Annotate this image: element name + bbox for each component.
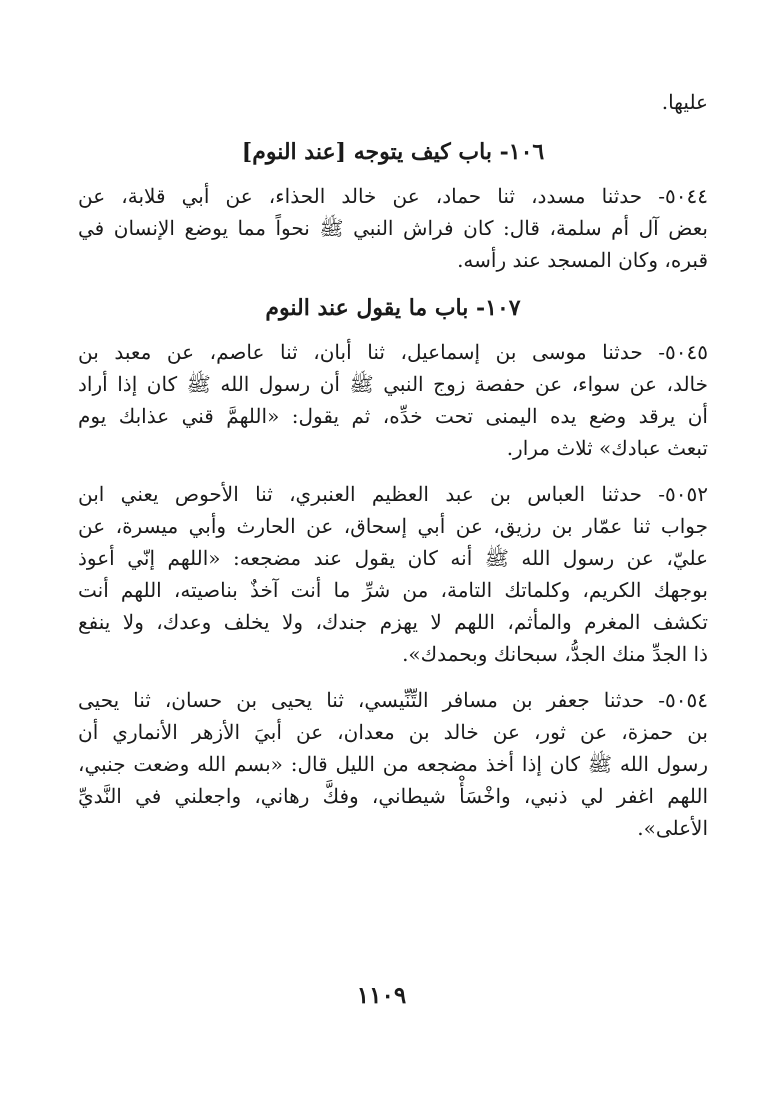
hadith-line: ٥٠٥٤- حدثنا جعفر بن مسافر التِّنِّيسي، ثنا يحيى بن حسان، ثنا يحيى: [78, 688, 708, 712]
hadith-line: الأعلى».: [637, 816, 708, 840]
chapter-heading-107: ١٠٧- باب ما يقول عند النوم: [265, 295, 521, 321]
hadith-line: ٥٠٥٢- حدثنا العباس بن عبد العظيم العنبري، ثنا الأحوص يعني ابن: [78, 482, 708, 506]
hadith-line: بوجهك الكريم، وكلماتك التامة، من شرِّ ما أنت آخذٌ بناصيته، اللهم أنت: [78, 578, 708, 602]
hadith-5045: [78, 336, 708, 464]
hadith-line: جواب ثنا عمّار بن رزيق، عن أبي إسحاق، عن الحارث وأبي ميسرة، عن: [78, 514, 708, 538]
page-number: ١١٠٩: [356, 982, 407, 1009]
continuation-line: عليها.: [661, 90, 708, 114]
hadith-line: قبره، وكان المسجد عند رأسه.: [457, 248, 708, 272]
hadith-line: بن حمزة، عن ثور، عن خالد بن معدان، عن أبيَ الأزهر الأنماري أن: [78, 720, 708, 744]
hadith-line: عليّ، عن رسول الله ﷺ أنه كان يقول عند مضجعه: «اللهم إنّي أعوذ: [78, 546, 708, 570]
hadith-5054: [78, 684, 708, 844]
hadith-line: ٥٠٤٥- حدثنا موسى بن إسماعيل، ثنا أبان، ثنا عاصم، عن معبد بن: [78, 340, 708, 364]
hadith-line: اللهم اغفر لي ذنبي، واخْسَأْ شيطاني، وفكَّ رهاني، واجعلني في النَّديِّ: [78, 784, 708, 808]
hadith-line: تبعث عبادك» ثلاث مرار.: [506, 436, 708, 460]
page-body: [78, 78, 708, 844]
hadith-line: ذا الجدِّ منك الجدُّ، سبحانك وبحمدك».: [402, 642, 708, 666]
hadith-line: بعض آل أم سلمة، قال: كان فراش النبي ﷺ نحواً مما يوضع الإنسان في: [78, 216, 708, 240]
hadith-line: تكشف المغرم والمأثم، اللهم لا يهزم جندك، ولا يخلف وعدك، ولا ينفع: [78, 610, 708, 634]
hadith-5052: [78, 478, 708, 670]
hadith-5044: [78, 180, 708, 276]
hadith-line: خالد، عن سواء، عن حفصة زوج النبي ﷺ أن رسول الله ﷺ كان إذا أراد: [78, 372, 708, 396]
hadith-line: ٥٠٤٤- حدثنا مسدد، ثنا حماد، عن خالد الحذاء، عن أبي قلابة، عن: [78, 184, 708, 208]
hadith-line: أن يرقد وضع يده اليمنى تحت خدِّه، ثم يقول: «اللهمَّ قني عذابك يوم: [78, 404, 708, 428]
hadith-line: رسول الله ﷺ كان إذا أخذ مضجعه من الليل قال: «بسم الله وضعت جنبي،: [78, 752, 708, 776]
chapter-heading-106: ١٠٦- باب كيف يتوجه [عند النوم]: [241, 139, 545, 165]
